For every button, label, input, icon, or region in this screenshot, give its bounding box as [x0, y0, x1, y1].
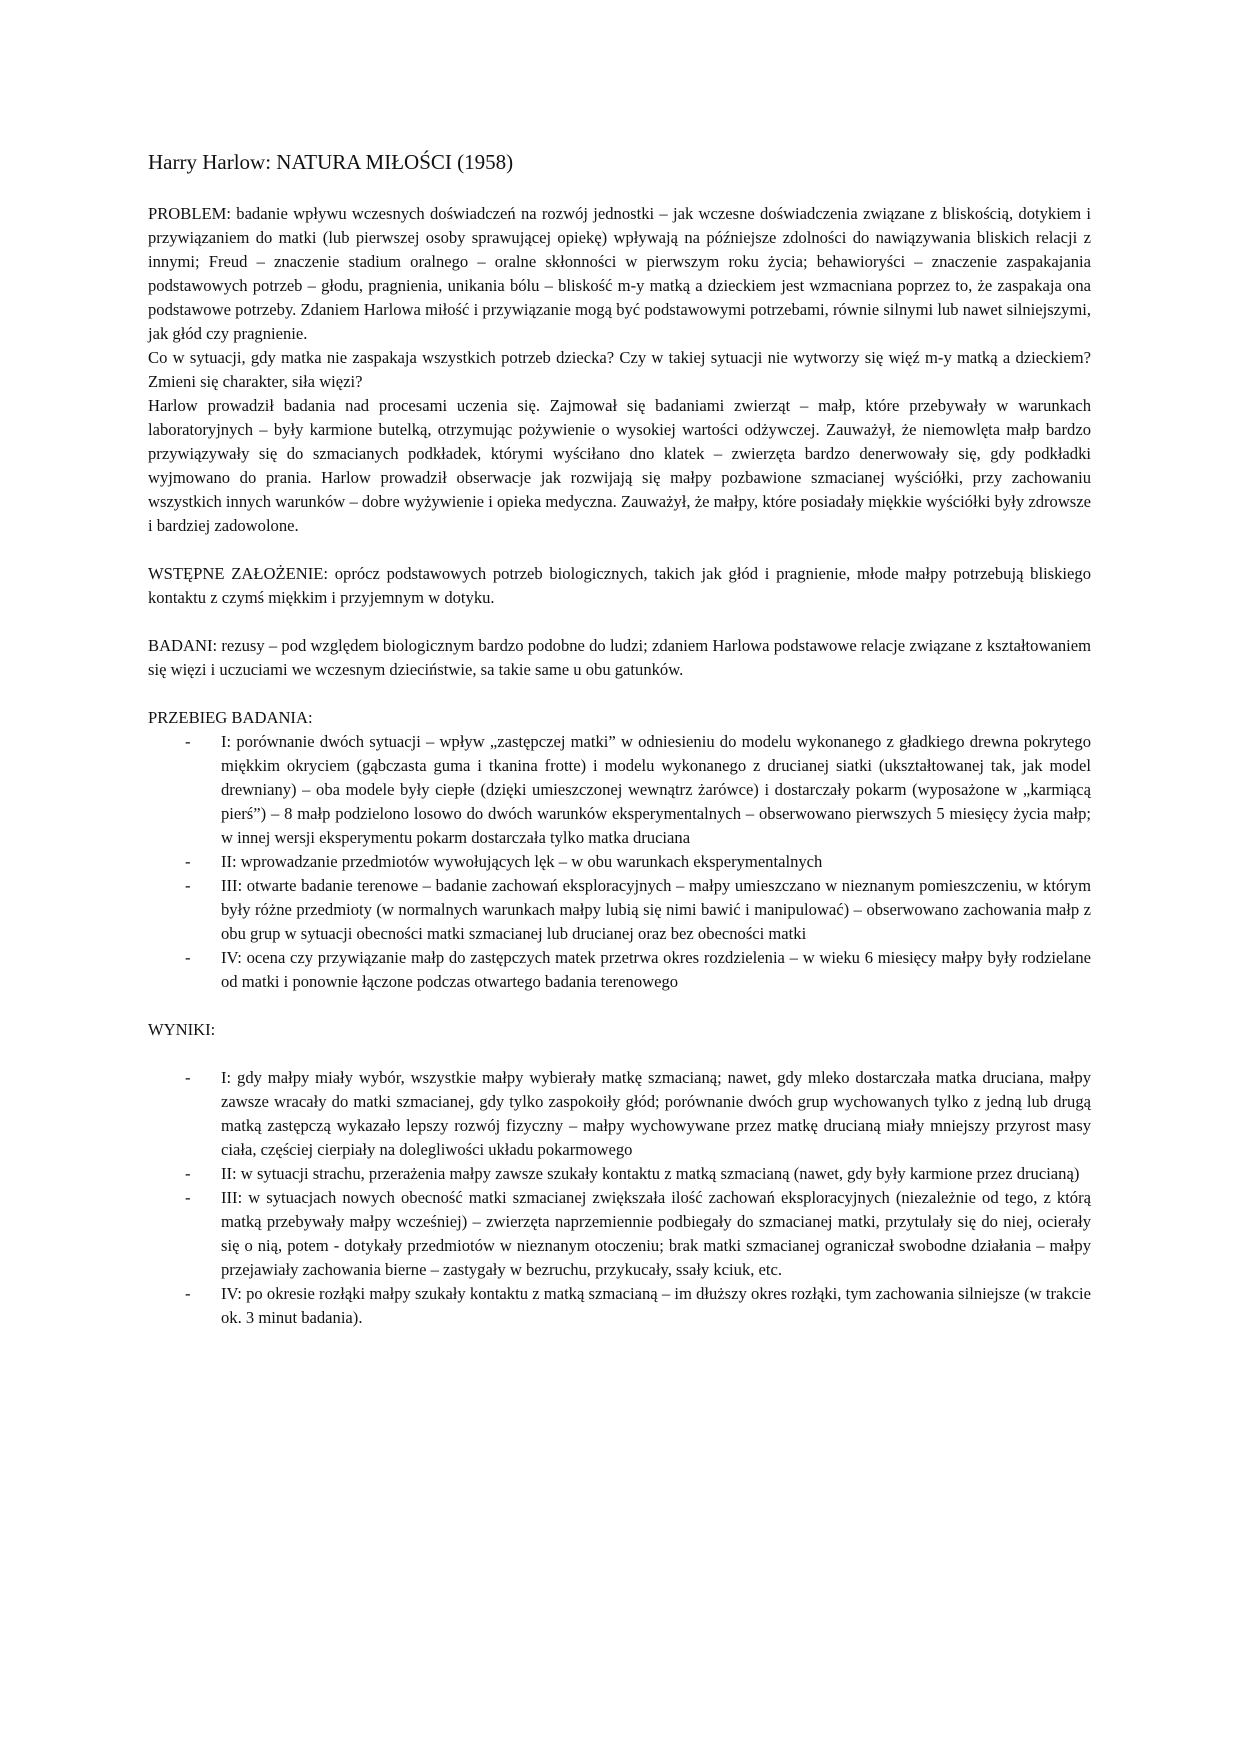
- list-item: - III: otwarte badanie terenowe – badanie zachowań eksploracyjnych – małpy umieszczano w nieznanym pomieszczeniu, w którym były różne przedmioty (w normalnych warunkach małpy lubią się nimi bawić i manipulować) – obserwowano zachowania małp z obu grup w sytuacji obecności matki szmacianej lub drucianej oraz bez obecności matki: [185, 876, 1091, 943]
- bullet-dash: -: [185, 1068, 191, 1087]
- assumption-paragraph: WSTĘPNE ZAŁOŻENIE: oprócz podstawowych potrzeb biologicznych, takich jak głód i pragnienie, młode małpy potrzebują bliskiego kontaktu z czymś miękkim i przyjemnym w dotyku.: [148, 564, 1091, 607]
- bullet-dash: -: [185, 732, 191, 751]
- bullet-dash: -: [185, 852, 191, 871]
- document-title: Harry Harlow: NATURA MIŁOŚCI (1958): [148, 150, 514, 174]
- list-item: - III: w sytuacjach nowych obecność matki szmacianej zwiększała ilość zachowań eksploracyjnych (niezależnie od tego, z którą matką przebywały małpy wcześniej) – zwierzęta naprzemiennie podbiegały do szmacianej matki, przytulały się do niej, ocierały się o nią, potem - dotykały przedmiotów w nieznanym otoczeniu; brak matki szmacianej ograniczał swobodne działania – małpy przejawiały zachowania bierne – zastygały w bezruchu, przykucały, ssały kciuk, etc.: [185, 1188, 1091, 1279]
- list-item: - I: porównanie dwóch sytuacji – wpływ „zastępczej matki” w odniesieniu do modelu wykonanego z gładkiego drewna pokrytego miękkim okryciem (gąbczasta guma i tkanina frotte) i modelu wykonanego z drucianej siatki (ukształtowanej tak, jak model drewniany) – oba modele były ciepłe (dzięki umieszczonej wewnątrz żarówce) i dostarczały pokarm (wyposażone w „karmiącą pierś”) – 8 małp podzielono losowo do dwóch warunków eksperymentalnych – obserwowano pierwszych 5 miesięcy życia małp; w innej wersji eksperymentu pokarm dostarczała tylko matka druciana: [185, 732, 1091, 847]
- bullet-dash: -: [185, 1188, 191, 1207]
- bullet-dash: -: [185, 1164, 191, 1183]
- procedure-heading: PRZEBIEG BADANIA:: [148, 708, 313, 727]
- list-item: - IV: ocena czy przywiązanie małp do zastępczych matek przetrwa okres rozdzielenia – w wieku 6 miesięcy małpy były rodzielane od matki i ponownie łączone podczas otwartego badania terenowego: [185, 948, 1091, 991]
- background-paragraph: Harlow prowadził badania nad procesami uczenia się. Zajmował się badaniami zwierząt – małp, które przebywały w warunkach laboratoryjnych – były karmione butelką, otrzymując pożywienie o wysokiej wartości odżywczej. Zauważył, że niemowlęta małp bardzo przywiązywały się do szmacianych podkładek, którymi wyściłano dno klatek – zwierzęta bardzo denerwowały się, gdy podkładki wyjmowano do prania. Harlow prowadził obserwacje jak rozwijają się małpy pozbawione szmacianej wyściółki, przy zachowaniu wszystkich innych warunków – dobre wyżywienie i opieka medyczna. Zauważył, że małpy, które posiadały miękkie wyściółki były zdrowsze i bardziej zadowolone.: [148, 396, 1091, 535]
- list-item: - II: w sytuacji strachu, przerażenia małpy zawsze szukały kontaktu z matką szmacianą (nawet, gdy były karmione przez drucianą): [148, 1162, 1091, 1186]
- list-item: - IV: po okresie rozłąki małpy szukały kontaktu z matką szmacianą – im dłuższy okres rozłąki, tym zachowania silniejsze (w trakcie ok. 3 minut badania).: [185, 1284, 1091, 1327]
- procedure-list: [148, 730, 1091, 994]
- question-paragraph: Co w sytuacji, gdy matka nie zaspakaja wszystkich potrzeb dziecka? Czy w takiej sytuacji nie wytworzy się więź m-y matką a dzieckiem? Zmieni się charakter, siła więzi?: [148, 348, 1091, 391]
- problem-paragraph: PROBLEM: badanie wpływu wczesnych doświadczeń na rozwój jednostki – jak wczesne doświadczenia związane z bliskością, dotykiem i przywiązaniem do matki (lub pierwszej osoby sprawującej opiekę) wpływają na późniejsze zdolności do nawiązywania bliskich relacji z innymi; Freud – znaczenie stadium oralnego – oralne skłonności w pierwszym roku życia; behawioryści – znaczenie zaspakajania podstawowych potrzeb – głodu, pragnienia, unikania bólu – bliskość m-y matką a dzieckiem jest wzmacniana poprzez to, że zaspakaja ona podstawowe potrzeby. Zdaniem Harlowa miłość i przywiązanie mogą być podstawowymi potrzebami, równie silnymi lub nawet silniejszymi, jak głód czy pragnienie.: [148, 204, 1091, 343]
- list-item: - I: gdy małpy miały wybór, wszystkie małpy wybierały matkę szmacianą; nawet, gdy mleko dostarczała matka druciana, małpy zawsze wracały do matki szmacianej, gdy tylko zaspokoiły głód; porównanie dwóch grup wychowanych tylko z jedną lub drugą matką zastępczą wykazało lepszy rozwój fizyczny – małpy wychowywane przez matkę drucianą miały mniejszy przyrost masy ciała, częściej cierpiały na dolegliwości układu pokarmowego: [185, 1068, 1091, 1159]
- results-heading: WYNIKI:: [148, 1020, 216, 1039]
- bullet-dash: -: [185, 876, 191, 895]
- blank-line: [148, 1042, 1091, 1066]
- bullet-dash: -: [185, 948, 191, 967]
- results-list: [148, 1066, 1091, 1330]
- document-page: [148, 148, 1091, 1330]
- bullet-dash: -: [185, 1284, 191, 1303]
- list-item: - II: wprowadzanie przedmiotów wywołujących lęk – w obu warunkach eksperymentalnych: [148, 850, 1091, 874]
- subjects-paragraph: BADANI: rezusy – pod względem biologicznym bardzo podobne do ludzi; zdaniem Harlowa podstawowe relacje związane z kształtowaniem się więzi i uczuciami we wczesnym dzieciństwie, sa takie same u obu gatunków.: [148, 636, 1091, 679]
